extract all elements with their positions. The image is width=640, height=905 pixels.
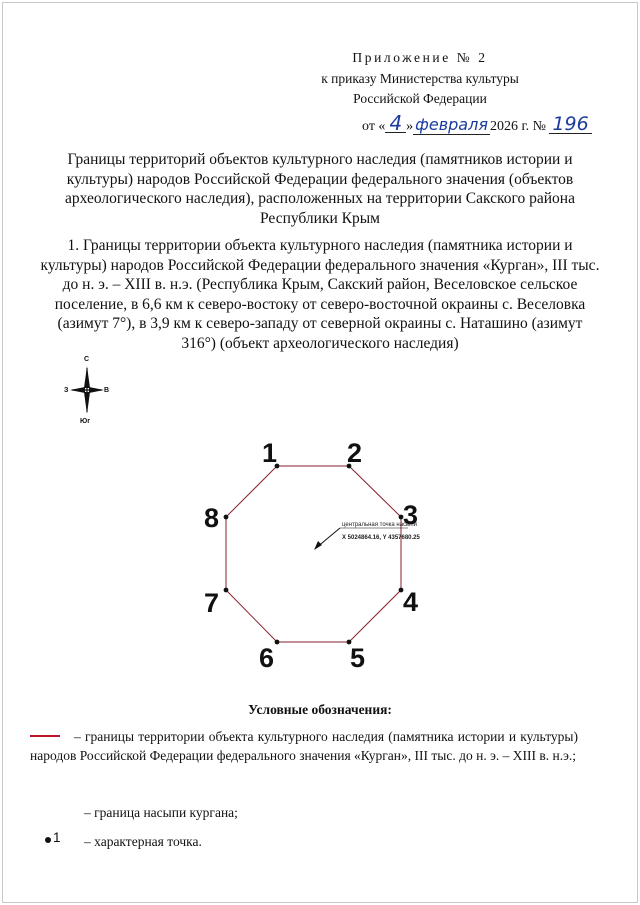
document-title: Границы территорий объектов культурного наследия (памятников истории и культуры) народов Российской Федерации федерального значения (объектов археологического наследия), расположенных на территории Сакского района Республики Крым [65,151,575,227]
center-point-label: центральная точка насыпи [342,522,417,528]
point-4-label: 4 [403,587,419,617]
order-reference: к приказу Министерства культуры [321,71,519,86]
point-2-label: 2 [347,438,363,468]
compass-north-label: С [84,356,90,363]
center-point-coordinates: X 5024864.16, Y 4357680.25 [342,535,420,541]
compass-south-label: Юг [80,418,91,425]
legend-mound-item: – граница насыпи кургана; [84,805,238,820]
point-6-marker [275,640,280,645]
compass-rose [64,356,109,425]
territory-boundary-line [226,466,401,642]
date-day-handwritten: 4 [385,114,406,133]
legend-title: Условные обозначения: [248,702,392,717]
date-prefix: от « [362,119,386,134]
appendix-label: Приложение № 2 [352,50,488,65]
legend-point-item: – характерная точка. [84,834,202,849]
legend-boundary-item [30,727,578,765]
legend-boundary-text: – границы территории объекта культурного наследия (памятника истории и культуры) народов Российской Федерации федерального значения «Курган», III тыс. до н. э. – XIII в. н.э.; [30,729,578,763]
point-5-label: 5 [350,643,366,673]
point-3-label: 3 [403,500,419,530]
point-6-label: 6 [259,643,275,673]
compass-west-label: З [64,387,69,394]
compass-west-arrow-icon [70,387,85,393]
point-7-marker [224,588,229,593]
point-7-label: 7 [204,588,220,618]
ministry-name: Российской Федерации [353,91,487,106]
legend-boundary-swatch [30,735,60,737]
compass-east-label: В [104,387,110,394]
order-number-handwritten: 196 [549,115,591,134]
characteristic-points [204,438,418,673]
date-mid: » [406,119,414,134]
compass-east-arrow-icon [89,387,104,393]
compass-south-arrow-icon [84,392,90,414]
object-description: 1. Границы территории объекта культурного наследия (памятника истории и культуры) народов Российской Федерации федерального значения «Курган», III тыс. до н. э. – XIII в. н.э. (Республика Крым, Сакский район, Веселовское сельское поселение, в 6,6 км к северо-востоку от северо-восточной окраины с. Веселовка (азимут 7°), в 3,9 км к северо-западу от северной окраины с. Наташино (азимут 316°) (объект археологического наследия) [40,237,600,352]
date-year: 2026 г. № [489,119,546,134]
point-8-label: 8 [204,503,220,533]
legend-point-sample: 1 [53,830,61,845]
point-1-label: 1 [262,438,278,468]
legend-point-marker-icon [45,837,51,843]
point-8-marker [224,515,229,520]
compass-north-arrow-icon [84,366,90,388]
date-month-handwritten: февраля [415,115,488,134]
center-arrow-icon [314,541,322,550]
